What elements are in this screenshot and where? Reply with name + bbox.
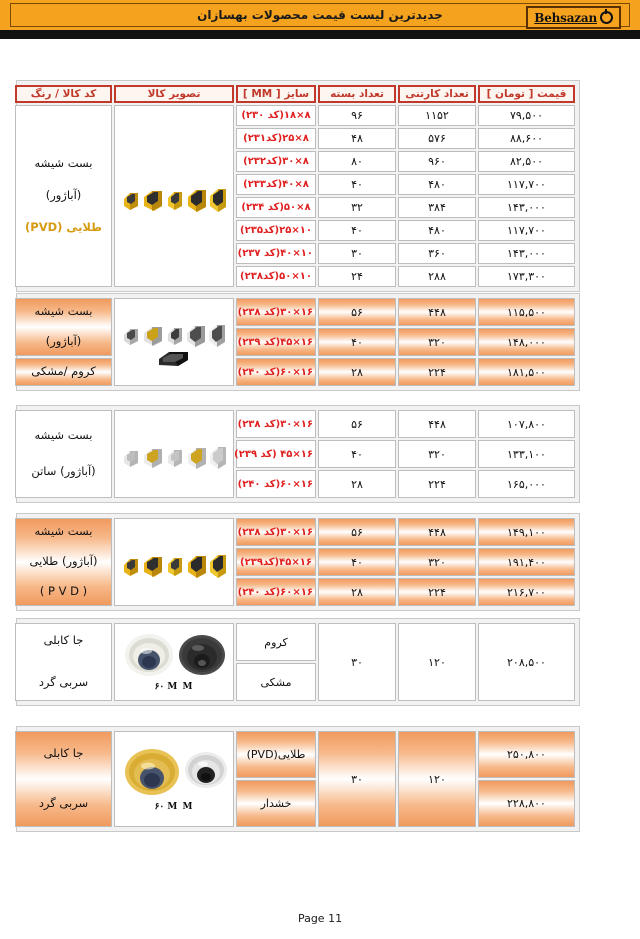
cell-pack: ۳۰ xyxy=(318,731,396,827)
cell-price: ۱۳۳,۱۰۰ xyxy=(478,440,575,468)
cell-size-code: ۱۶×۶۰(کد ۲۴۰) xyxy=(236,470,316,498)
banner-underbar xyxy=(0,30,640,39)
product-image-gold-profiles xyxy=(117,179,231,213)
price-table xyxy=(13,729,577,829)
header-price: قیمت [ تومان ] xyxy=(478,85,575,103)
header-image: تصویر کالا xyxy=(114,85,234,103)
product-variant-cell: کروم /مشکی xyxy=(15,358,112,386)
cell-carton: ۲۲۴ xyxy=(398,358,476,386)
brand-logo-text: Behsazan xyxy=(534,10,597,25)
product-name-line-1: بست شیشه xyxy=(34,524,93,539)
cell-variant: کروم xyxy=(236,623,316,661)
cell-carton: ۱۲۰ xyxy=(398,623,476,701)
price-table-glass-clamp-gold-pvd xyxy=(16,80,580,292)
cell-pack: ۵۶ xyxy=(318,410,396,438)
cell-carton: ۴۴۸ xyxy=(398,518,476,546)
header-code-color: کد کالا / رنگ xyxy=(15,85,112,103)
cell-pack: ۵۶ xyxy=(318,518,396,546)
table-row xyxy=(15,518,575,546)
cell-size-code: ۸×۱۸(کد ۲۳۰) xyxy=(236,105,316,126)
cell-carton: ۹۶۰ xyxy=(398,151,476,172)
page-number-label: Page 11 xyxy=(297,912,343,925)
cell-pack: ۳۰ xyxy=(318,243,396,264)
cell-size-code: ۱۰×۲۵(کد۲۳۵) xyxy=(236,220,316,241)
cell-carton: ۳۶۰ xyxy=(398,243,476,264)
cell-carton: ۳۲۰ xyxy=(398,328,476,356)
cell-price: ۱۱۷,۷۰۰ xyxy=(478,220,575,241)
cell-pack: ۴۰ xyxy=(318,328,396,356)
cell-carton: ۴۸۰ xyxy=(398,220,476,241)
price-table-glass-clamp-satin xyxy=(16,405,580,503)
cell-size-code: ۱۰×۴۰(کد ۲۳۷) xyxy=(236,243,316,264)
table-row xyxy=(15,410,575,438)
product-name-line-2: (آباژور) xyxy=(45,188,82,203)
banner-title: جدیدترین لیست قیمت محصولات بهسازان xyxy=(197,8,443,22)
product-image-cell xyxy=(114,731,234,827)
gold-clamp-profile-icon xyxy=(120,179,228,213)
cell-carton: ۳۲۰ xyxy=(398,548,476,576)
price-table xyxy=(13,516,577,608)
cell-price: ۱۱۵,۵۰۰ xyxy=(478,298,575,326)
product-image-grommets-gold xyxy=(117,746,231,812)
product-name-line-1: جا کابلی xyxy=(43,633,84,648)
product-name-cell xyxy=(15,518,112,606)
table-row xyxy=(15,358,575,386)
cell-pack: ۴۰ xyxy=(318,548,396,576)
round-cable-grommet-gold-icon xyxy=(118,746,230,798)
cell-price: ۱۱۷,۷۰۰ xyxy=(478,174,575,195)
product-name-line-1: جا کابلی xyxy=(43,746,84,761)
price-table xyxy=(13,83,577,289)
price-table xyxy=(13,408,577,500)
cell-price: ۲۲۸,۸۰۰ xyxy=(478,780,575,827)
cell-price: ۱۴۳,۰۰۰ xyxy=(478,243,575,264)
cell-price: ۱۶۵,۰۰۰ xyxy=(478,470,575,498)
product-name-line-2: (آباژور) xyxy=(45,334,82,348)
cell-size-code: ۸×۵۰(کد ۲۳۴) xyxy=(236,197,316,218)
cell-pack: ۴۰ xyxy=(318,440,396,468)
page-footer xyxy=(0,912,640,925)
cell-price: ۱۷۳,۳۰۰ xyxy=(478,266,575,287)
price-table-cable-holder-chrome-black xyxy=(16,618,580,706)
cell-pack: ۹۶ xyxy=(318,105,396,126)
cell-pack: ۲۸ xyxy=(318,578,396,606)
cell-carton: ۴۴۸ xyxy=(398,298,476,326)
cell-size-code: ۱۰×۵۰(کد۲۳۸) xyxy=(236,266,316,287)
table-row xyxy=(15,298,575,326)
product-name-cell xyxy=(15,105,112,287)
cell-price: ۱۴۸,۰۰۰ xyxy=(478,328,575,356)
satin-clamp-profile-icon xyxy=(120,438,228,470)
price-table xyxy=(13,296,577,388)
cell-price: ۱۰۷,۸۰۰ xyxy=(478,410,575,438)
cell-carton: ۳۲۰ xyxy=(398,440,476,468)
product-image-cell xyxy=(114,623,234,701)
cell-price: ۱۹۱,۴۰۰ xyxy=(478,548,575,576)
product-image-cell xyxy=(114,298,234,386)
cell-size-code: ۱۶×۶۰(کد ۲۴۰) xyxy=(236,358,316,386)
product-name-line-2: (آباژور) طلایی xyxy=(29,554,98,569)
product-name-cell xyxy=(15,410,112,498)
round-cable-grommet-icon xyxy=(119,632,229,678)
product-image-satin-profiles xyxy=(117,438,231,470)
table-row xyxy=(15,105,575,126)
cell-carton: ۲۲۴ xyxy=(398,578,476,606)
table-row xyxy=(15,731,575,778)
cell-carton: ۴۸۰ xyxy=(398,174,476,195)
header-size: سایز [ MM ] xyxy=(236,85,316,103)
cell-variant: خشدار xyxy=(236,780,316,827)
black-grommet xyxy=(179,635,225,675)
product-image-gold-profiles xyxy=(117,545,231,579)
cell-size-code: ۱۶×۴۵(کد ۲۳۹) xyxy=(236,328,316,356)
cell-size-code: ۸×۲۵(کد۲۳۱) xyxy=(236,128,316,149)
image-caption-size: ۶۰ M M xyxy=(154,802,194,812)
header-pack: تعداد بسته xyxy=(318,85,396,103)
brand-logo[interactable] xyxy=(526,6,621,29)
cell-carton: ۲۸۸ xyxy=(398,266,476,287)
cell-price: ۱۸۱,۵۰۰ xyxy=(478,358,575,386)
cell-pack: ۴۰ xyxy=(318,220,396,241)
product-image-cell xyxy=(114,105,234,287)
cell-pack: ۴۸ xyxy=(318,128,396,149)
cell-price: ۱۴۳,۰۰۰ xyxy=(478,197,575,218)
product-name-cell xyxy=(15,623,112,701)
cell-size-code: ۱۶×۳۰(کد ۲۳۸) xyxy=(236,298,316,326)
product-image-chrome-black-profiles xyxy=(117,317,231,367)
price-table xyxy=(13,621,577,703)
cell-price: ۸۸,۶۰۰ xyxy=(478,128,575,149)
cell-pack: ۳۲ xyxy=(318,197,396,218)
cell-size-code: ۱۶×۳۰(کد ۲۳۸) xyxy=(236,518,316,546)
product-image-cell xyxy=(114,518,234,606)
cell-variant: طلایی(PVD) xyxy=(236,731,316,778)
cell-pack: ۳۰ xyxy=(318,623,396,701)
cell-pack: ۲۸ xyxy=(318,470,396,498)
product-name-cell xyxy=(15,731,112,827)
cell-size-code: ۱۶×۴۵ (کد ۲۳۹) xyxy=(236,440,316,468)
cell-price: ۷۹,۵۰۰ xyxy=(478,105,575,126)
gold-clamp-profile-icon xyxy=(120,545,228,579)
product-name-line-3: ( P V D ) xyxy=(39,583,88,598)
product-image-grommets xyxy=(117,632,231,692)
cell-variant: مشکی xyxy=(236,663,316,701)
product-name-line-1: بست شیشه xyxy=(34,156,93,171)
price-table-glass-clamp-chrome-black xyxy=(16,293,580,391)
cell-size-code: ۸×۴۰(کد۲۳۳) xyxy=(236,174,316,195)
product-name-line-2: سربی گرد xyxy=(38,796,89,810)
black-clamp-profile-icon xyxy=(157,349,191,367)
product-name-cell xyxy=(15,298,112,356)
cell-price: ۱۴۹,۱۰۰ xyxy=(478,518,575,546)
product-name-line-3: طلایی (PVD) xyxy=(25,219,102,234)
table-header-row xyxy=(15,85,575,103)
cell-pack: ۴۰ xyxy=(318,174,396,195)
price-table-glass-clamp-gold-pvd-2 xyxy=(16,513,580,611)
cell-price: ۲۵۰,۸۰۰ xyxy=(478,731,575,778)
product-name-line-1: بست شیشه xyxy=(34,428,93,443)
cell-size-code: ۱۶×۶۰(کد ۲۴۰) xyxy=(236,578,316,606)
cell-price: ۸۲,۵۰۰ xyxy=(478,151,575,172)
cell-size-code: ۸×۳۰(کد۲۳۲) xyxy=(236,151,316,172)
product-name-line-2: (آباژور) ساتن xyxy=(31,464,96,478)
cell-price: ۲۰۸,۵۰۰ xyxy=(478,623,575,701)
cell-carton: ۱۱۵۲ xyxy=(398,105,476,126)
cell-carton: ۱۲۰ xyxy=(398,731,476,827)
cell-pack: ۸۰ xyxy=(318,151,396,172)
cell-size-code: ۱۶×۳۰(کد ۲۳۸) xyxy=(236,410,316,438)
chrome-clamp-profile-icon xyxy=(121,317,227,347)
cell-carton: ۴۴۸ xyxy=(398,410,476,438)
image-caption-size: ۶۰ M M xyxy=(154,682,194,692)
chrome-grommet xyxy=(125,634,173,676)
price-table-cable-holder-gold-textured xyxy=(16,726,580,832)
product-name-line-1: بست شیشه xyxy=(34,304,93,319)
product-name-line-2: سربی گرد xyxy=(38,675,89,689)
cell-carton: ۲۲۴ xyxy=(398,470,476,498)
cell-carton: ۳۸۴ xyxy=(398,197,476,218)
ring-mark-icon xyxy=(600,11,613,24)
gold-grommet xyxy=(125,749,179,795)
silver-grommet xyxy=(185,752,227,788)
product-image-cell xyxy=(114,410,234,498)
banner-frame xyxy=(10,3,630,27)
cell-price: ۲۱۶,۷۰۰ xyxy=(478,578,575,606)
header-carton: تعداد کارتنی xyxy=(398,85,476,103)
cell-pack: ۲۸ xyxy=(318,358,396,386)
cell-pack: ۵۶ xyxy=(318,298,396,326)
cell-size-code: ۱۶×۴۵(کد۲۳۹) xyxy=(236,548,316,576)
page-header-banner xyxy=(0,0,640,30)
cell-carton: ۵۷۶ xyxy=(398,128,476,149)
table-row xyxy=(15,623,575,661)
cell-pack: ۲۴ xyxy=(318,266,396,287)
